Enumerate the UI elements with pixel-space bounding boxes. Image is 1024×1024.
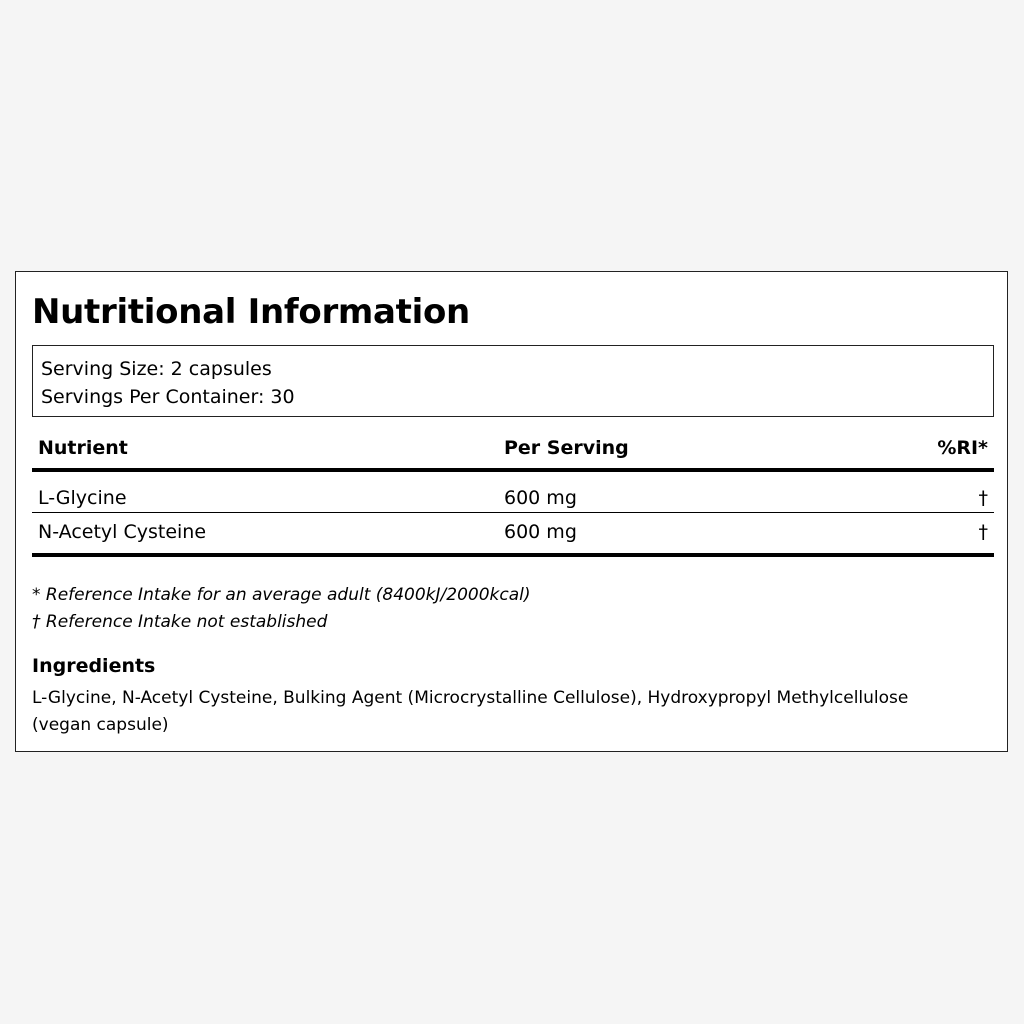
nutrition-panel <box>15 271 1008 752</box>
table-row <box>32 472 994 513</box>
nutrient-name: N-Acetyl Cysteine <box>38 521 207 543</box>
ingredients-heading: Ingredients <box>32 655 156 677</box>
nutrient-name: L-Glycine <box>38 487 127 509</box>
ingredients-text: L-Glycine, N-Acetyl Cysteine, Bulking Agent (Microcrystalline Cellulose), Hydroxypropyl Methylcellulose (vegan capsule) <box>32 688 909 735</box>
nutrient-amount: 600 mg <box>504 487 577 509</box>
footnote-not-established: † Reference Intake not established <box>32 612 328 632</box>
nutrient-table <box>32 432 994 557</box>
serving-info-box <box>32 345 994 417</box>
table-row <box>32 513 994 557</box>
footnote-reference-intake: * Reference Intake for an average adult (8400kJ/2000kcal) <box>32 585 531 605</box>
servings-per-container: Servings Per Container: 30 <box>41 386 295 408</box>
column-header-nutrient: Nutrient <box>38 437 128 459</box>
column-header-per-serving: Per Serving <box>504 437 629 459</box>
serving-size: Serving Size: 2 capsules <box>41 358 272 380</box>
nutrient-amount: 600 mg <box>504 521 577 543</box>
footnotes <box>32 582 531 636</box>
column-header-ri: %RI* <box>937 437 988 459</box>
page-title: Nutritional Information <box>32 292 470 332</box>
nutrient-ri: † <box>978 487 988 509</box>
nutrient-ri: † <box>978 521 988 543</box>
table-header-row <box>32 432 994 472</box>
